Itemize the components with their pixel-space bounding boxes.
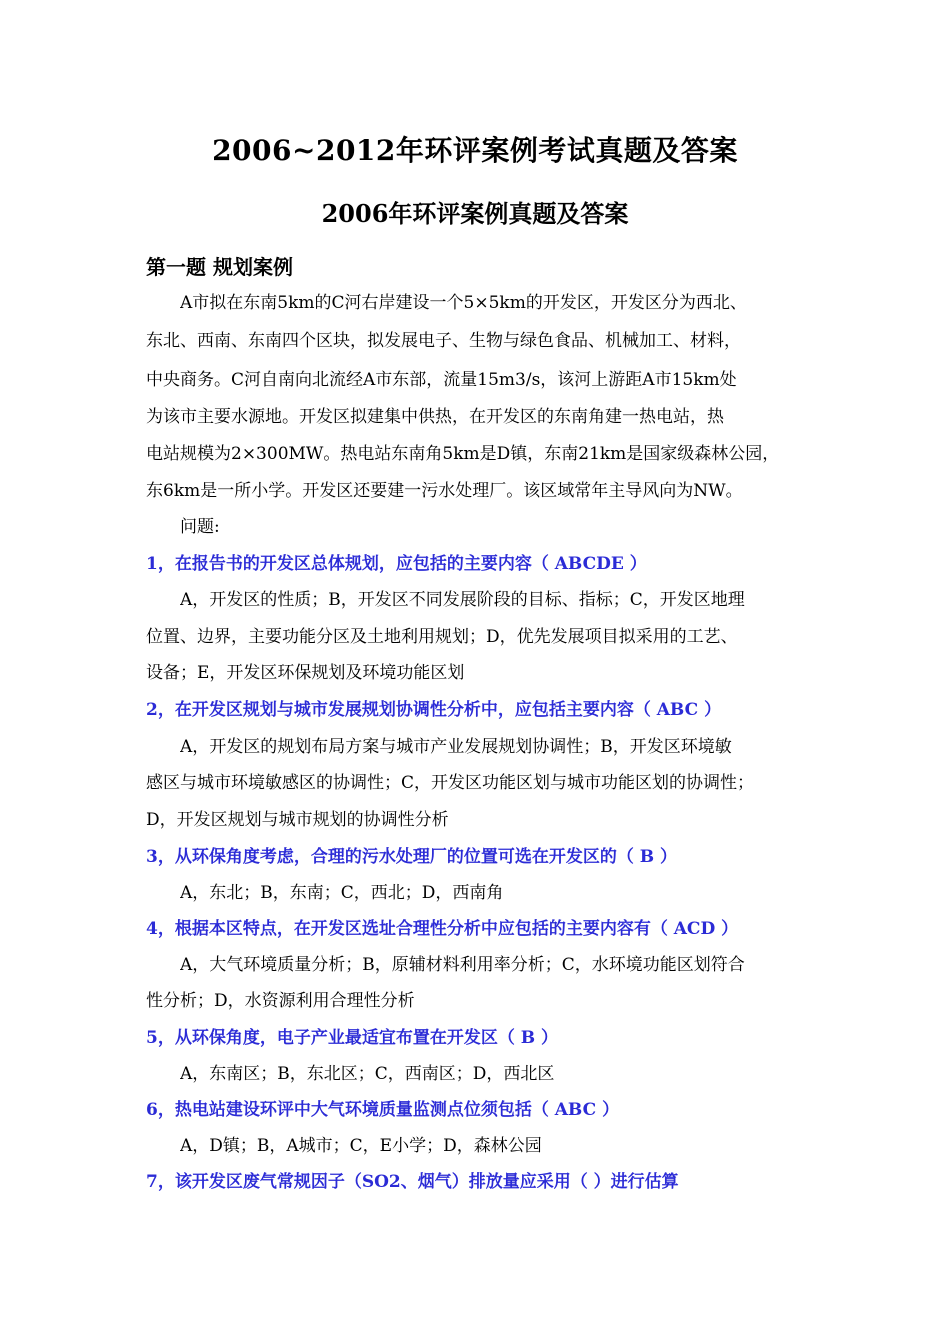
question-heading: 3，从环保角度考虑，合理的污水处理厂的位置可选在开发区的（ B ） bbox=[146, 847, 678, 867]
document-subtitle: 2006年环评案例真题及答案 bbox=[321, 199, 629, 228]
answer-line: A，东南区；B，东北区；C，西南区；D，西北区 bbox=[180, 1064, 555, 1084]
question-heading: 2，在开发区规划与城市发展规划协调性分析中，应包括主要内容（ ABC ） bbox=[146, 700, 722, 720]
answer-line: 设备；E，开发区环保规划及环境功能区划 bbox=[146, 663, 465, 683]
question-heading: 4，根据本区特点，在开发区选址合理性分析中应包括的主要内容有（ ACD ） bbox=[146, 919, 739, 939]
background-line: 电站规模为2×300MW。热电站东南角5km是D镇，东南21km是国家级森林公园， bbox=[146, 444, 780, 464]
questions-label: 问题: bbox=[180, 517, 220, 537]
answer-line: 位置、边界，主要功能分区及土地利用规划；D，优先发展项目拟采用的工艺、 bbox=[146, 627, 738, 647]
answer-line: 感区与城市环境敏感区的协调性；C，开发区功能区划与城市功能区划的协调性； bbox=[146, 773, 755, 793]
document-title: 2006~2012年环评案例考试真题及答案 bbox=[212, 134, 738, 167]
answer-line: A，D镇；B，A城市；C，E小学；D，森林公园 bbox=[180, 1136, 542, 1156]
answer-line: A，大气环境质量分析；B，原辅材料利用率分析；C，水环境功能区划符合 bbox=[180, 955, 745, 975]
background-line: 为该市主要水源地。开发区拟建集中供热，在开发区的东南角建一热电站，热 bbox=[146, 407, 724, 427]
question-heading: 7，该开发区废气常规因子（SO2、烟气）排放量应采用（ ）进行估算 bbox=[146, 1172, 679, 1192]
question-heading: 6，热电站建设环评中大气环境质量监测点位须包括（ ABC ） bbox=[146, 1100, 620, 1120]
background-line: 中央商务。C河自南向北流经A市东部，流量15m3/s，该河上游距A市15km处 bbox=[146, 370, 737, 390]
background-line: 东北、西南、东南四个区块，拟发展电子、生物与绿色食品、机械加工、材料， bbox=[146, 331, 741, 351]
background-line: 东6km是一所小学。开发区还要建一污水处理厂。该区域常年主导风向为NW。 bbox=[146, 481, 743, 501]
question-heading: 1，在报告书的开发区总体规划，应包括的主要内容（ ABCDE ） bbox=[146, 554, 647, 574]
answer-line: 性分析；D，水资源利用合理性分析 bbox=[146, 991, 415, 1011]
answer-line: A，东北；B，东南；C，西北；D，西南角 bbox=[180, 883, 504, 903]
question-heading: 5，从环保角度，电子产业最适宜布置在开发区（ B ） bbox=[146, 1028, 559, 1048]
answer-line: A，开发区的性质；B，开发区不同发展阶段的目标、指标；C，开发区地理 bbox=[180, 590, 745, 610]
background-line: A市拟在东南5km的C河右岸建设一个5×5km的开发区，开发区分为西北、 bbox=[180, 293, 747, 313]
section-heading: 第一题 规划案例 bbox=[146, 255, 293, 279]
answer-line: D，开发区规划与城市规划的协调性分析 bbox=[146, 810, 449, 830]
answer-line: A，开发区的规划布局方案与城市产业发展规划协调性；B，开发区环境敏 bbox=[180, 737, 732, 757]
